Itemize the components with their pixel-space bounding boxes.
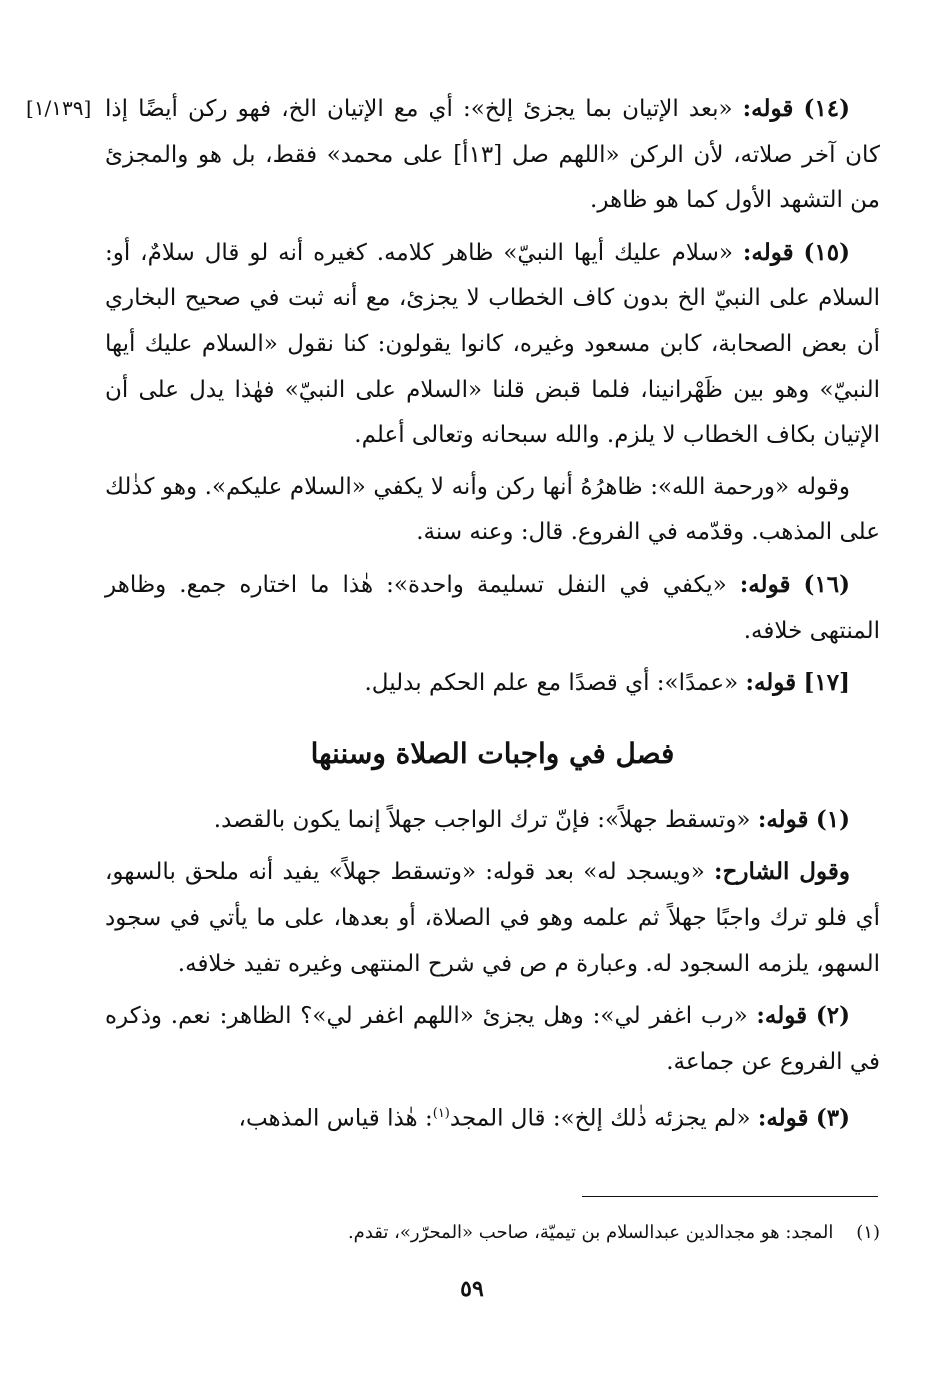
keyword: قوله: xyxy=(756,1002,808,1030)
paragraph-text: وقوله «ورحمة الله»: ظاهرُهُ أنها ركن وأنه لا يكفي «السلام عليكم». وهو كذٰلك على المذهب. وقدّمه في الفروع. قال: وعنه سنة. xyxy=(105,473,880,546)
keyword: قوله: xyxy=(757,805,809,833)
footnote-divider xyxy=(582,1196,878,1197)
paragraph-text: «ويسجد له» بعد قوله: «وتسقط جهلاً» يفيد أنه ملحق بالسهو، أي فلو ترك واجبًا جهلاً ثم علمه وهو في الصلاة، أو بعدها، على ما يأتي في سجود السهو، يلزمه السجود له. وعبارة م ص في شرح المنتهى وغيره تفيد خلافه. xyxy=(105,859,880,977)
footnote-text: المجد: هو مجدالدين عبدالسلام بن تيميّة، صاحب «المحرّر»، تقدم. xyxy=(347,1222,834,1243)
paragraph-text: «وتسقط جهلاً»: فإنّ ترك الواجب جهلاً إنما يكون بالقصد. xyxy=(213,806,751,833)
paragraph-text: «لم يجزئه ذٰلك إلخ»: قال المجد xyxy=(449,1105,751,1132)
keyword: قوله: xyxy=(742,238,794,266)
paragraph-16 xyxy=(105,562,880,654)
paragraph-text: «سلام عليك أيها النبيّ» ظاهر كلامه. كغيره أنه لو قال سلامٌ، أو: السلام على النبيّ الخ بدون كاف الخطاب لا يجزئ، مع أنه ثبت في صحيح البخاري أن بعض الصحابة، كابن مسعود وغيره، كانوا يقولون: كنا نقول «السلام عليك أيها النبيّ» وهو بين ظَهْرانينا، فلما قبض قلنا «السلام على النبيّ» فهٰذا يدل على أن الإتيان بكاف الخطاب لا يلزم. والله سبحانه وتعالى أعلم. xyxy=(105,239,880,449)
paragraph-rahmat xyxy=(105,465,880,556)
section-heading: فصل في واجبات الصلاة وسننها xyxy=(310,736,675,770)
paragraph-text: «يكفي في النفل تسليمة واحدة»: هٰذا ما اختاره جمع. وظاهر المنتهى خلافه. xyxy=(105,571,880,644)
item-number: (١٤) xyxy=(803,95,850,122)
paragraph-sharih xyxy=(105,849,880,987)
paragraph-s1 xyxy=(105,797,880,844)
item-number: (١) xyxy=(815,805,850,833)
paragraph-17 xyxy=(105,660,880,707)
paragraph-text: «بعد الإتيان بما يجزئ إلخ»: أي مع الإتيان الخ، فهو ركن أيضًا إذا كان آخر صلاته، لأن الركن «اللهم صل [١٣أ] على محمد» فقط، بل هو والمجزئ من التشهد الأول كما هو ظاهر. xyxy=(105,96,880,214)
keyword: قوله: xyxy=(742,95,794,122)
paragraph-15 xyxy=(105,230,880,459)
footnote-number: (١) xyxy=(856,1222,880,1243)
item-number: (١٥) xyxy=(803,238,850,266)
paragraph-text-cont: : هٰذا قياس المذهب، xyxy=(238,1105,433,1132)
margin-reference: [١/١٣٩] xyxy=(26,96,92,120)
paragraph-s2 xyxy=(105,993,880,1085)
page-body xyxy=(105,86,880,1149)
item-number: [١٧] xyxy=(803,669,850,697)
keyword: وقول الشارح: xyxy=(714,858,850,886)
keyword: قوله: xyxy=(739,570,791,598)
keyword: قوله: xyxy=(757,1104,809,1132)
footnote-reference: (١) xyxy=(432,1106,450,1122)
item-number: (٣) xyxy=(815,1104,850,1132)
page-number: ٥٩ xyxy=(460,1276,484,1302)
paragraph-text: «عمدًا»: أي قصدًا مع علم الحكم بدليل. xyxy=(364,670,739,697)
paragraph-s3 xyxy=(105,1091,880,1142)
item-number: (٢) xyxy=(815,1002,851,1030)
paragraph-text: «رب اغفر لي»: وهل يجزئ «اللهم اغفر لي»؟ الظاهر: نعم. وذكره في الفروع عن جماعة. xyxy=(105,1003,880,1075)
footnote xyxy=(105,1218,880,1248)
keyword: قوله: xyxy=(745,669,797,697)
item-number: (١٦) xyxy=(803,570,851,598)
paragraph-14 xyxy=(105,86,880,224)
